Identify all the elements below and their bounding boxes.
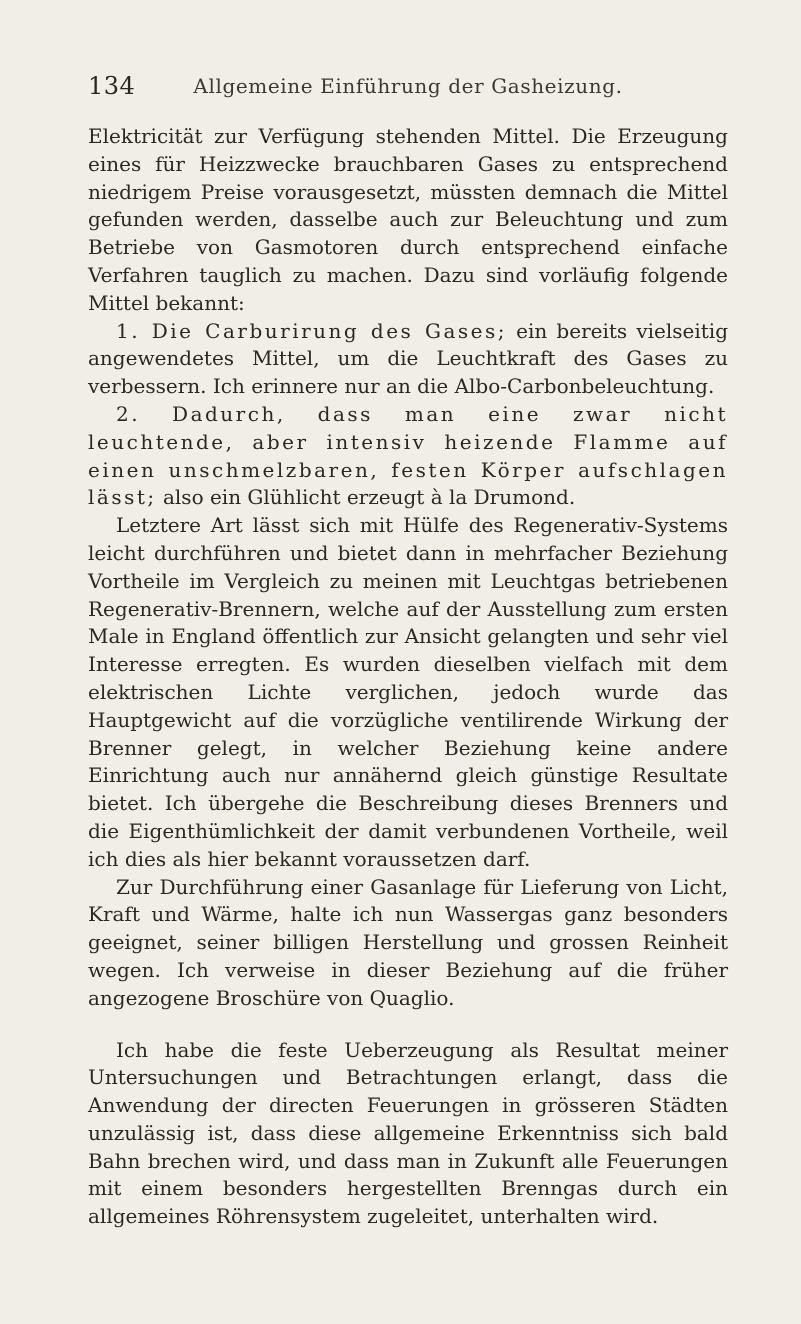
- paragraph-item-1: [88, 318, 728, 401]
- body-text: [88, 123, 728, 1231]
- paragraph-wassergas: [88, 874, 728, 1013]
- running-title: Allgemeine Einführung der Gasheizung.: [193, 74, 623, 98]
- page-header: [88, 72, 728, 106]
- item-1-text: ein bereits vielseitig angewendetes Mittel, um die Leuchtkraft des Gases zu verbessern. Ich erinnere nur an die Albo-Carbonbeleuchtung.: [88, 318, 728, 399]
- page-number: 134: [88, 72, 136, 100]
- paragraph-conclusion-text: Ich habe die feste Ueberzeugung als Resultat meiner Untersuchungen und Betrachtungen erlangt, dass die Anwendung der directen Feuerungen in grösseren Städten unzulässig ist, dass diese allgemeine Erkenntniss sich bald Bahn brechen wird, und dass man in Zukunft alle Feuerungen mit einem besonders hergestellten Brenngas durch ein allgemeines Röhrensystem zugeleitet, unterhalten wird.: [88, 1037, 728, 1229]
- paragraph-wassergas-text: Zur Durchführung einer Gasanlage für Lieferung von Licht, Kraft und Wärme, halte ich nun Wassergas ganz besonders geeignet, seiner billigen Herstellung und grossen Reinheit wegen. Ich verweise in dieser Beziehung auf die früher angezogene Broschüre von Quaglio.: [88, 874, 728, 1010]
- item-1-label: 1. Die Carburirung des Gases;: [116, 318, 507, 343]
- paragraph-regenerativ-text: Letztere Art lässt sich mit Hülfe des Regenerativ-Systems leicht durchführen und bietet dann in mehrfacher Beziehung Vortheile im Vergleich zu meinen mit Leuchtgas betriebenen Regenerativ-Brennern, welche auf der Ausstellung zum ersten Male in England öffentlich zur Ansicht gelangten und sehr viel Interesse erregten. Es wurden dieselben vielfach mit dem elektrischen Lichte verglichen, jedoch wurde das Hauptgewicht auf die vorzügliche ventilirende Wirkung der Brenner gelegt, in welcher Beziehung keine andere Einrichtung auch nur annähernd gleich günstige Resultate bietet. Ich übergehe die Beschreibung dieses Brenners und die Eigenthümlichkeit der damit verbundenen Vortheile, weil ich dies als hier bekannt voraussetzen darf.: [88, 513, 728, 871]
- paragraph-item-2: [88, 401, 728, 512]
- paragraph-intro: [88, 123, 728, 318]
- paragraph-intro-text: Elektricität zur Verfügung stehenden Mittel. Die Erzeugung eines für Heizzwecke brauchbaren Gases zu entsprechend niedrigem Preise vorausgesetzt, müssten demnach die Mittel gefunden werden, dasselbe auch zur Beleuchtung und zum Betriebe von Gasmotoren durch entsprechend einfache Verfahren tauglich zu machen. Dazu sind vorläufig folgende Mittel bekannt:: [88, 124, 728, 315]
- paragraph-regenerativ: [88, 512, 728, 873]
- item-2-label: 2. Dadurch, dass man eine zwar nicht leuchtende, aber intensiv heizende Flamme auf einen unschmelzbaren, festen Körper aufschlagen lässt;: [88, 401, 728, 510]
- paragraph-conclusion: [88, 1037, 728, 1232]
- item-2-text: also ein Glühlicht erzeugt à la Drumond.: [156, 485, 576, 510]
